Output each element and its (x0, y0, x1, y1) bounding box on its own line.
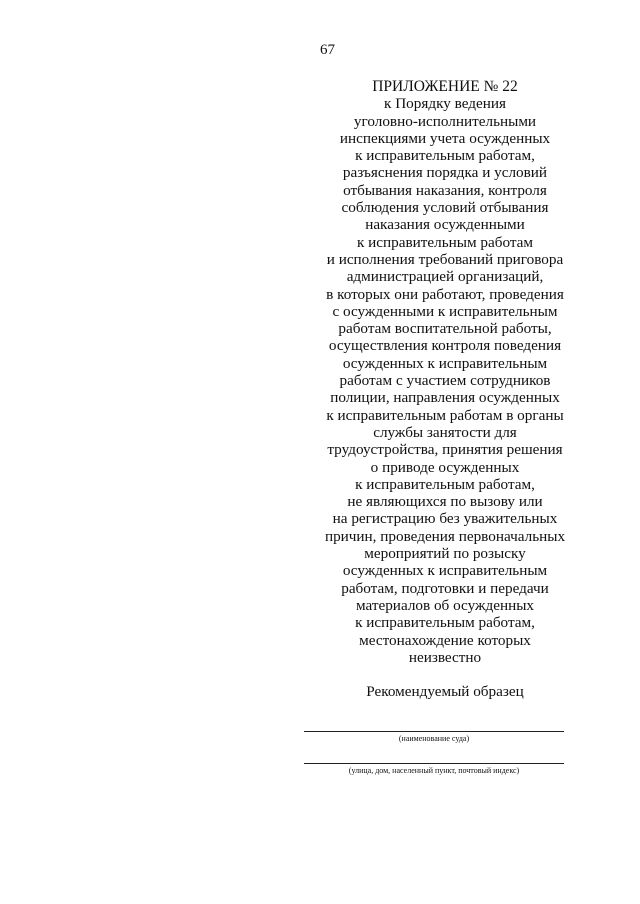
appendix-line: к исправительным работам, (355, 614, 535, 632)
appendix-line: трудоустройства, принятия решения (327, 441, 563, 459)
appendix-line: наказания осужденными (365, 216, 525, 234)
appendix-line: не являющихся по вызову или (347, 493, 543, 511)
appendix-line: службы занятости для (373, 423, 517, 441)
appendix-line: неизвестно (408, 648, 482, 666)
appendix-line: и исполнения требований приговора (326, 250, 564, 268)
appendix-line: к исправительным работам в органы (326, 406, 564, 424)
appendix-line: мероприятий по розыску (364, 545, 526, 563)
court-name-field (304, 731, 564, 743)
appendix-line: о приводе осужденных (370, 458, 520, 476)
appendix-line: в которых они работают, проведения (326, 285, 564, 303)
appendix-line: материалов об осужденных (355, 596, 534, 614)
appendix-line: к исправительным работам, (355, 147, 535, 165)
court-address-field (304, 763, 564, 775)
appendix-line: разъяснения порядка и условий (342, 164, 548, 182)
court-name-line (304, 731, 564, 732)
appendix-line: осужденных к исправительным (342, 354, 548, 372)
appendix-line: к Порядку ведения (384, 95, 506, 113)
appendix-line: уголовно-исполнительными (353, 112, 537, 130)
appendix-line: работам с участием сотрудников (339, 372, 551, 390)
court-name-caption: (наименование суда) (398, 734, 470, 743)
appendix-line: осужденных к исправительным (342, 562, 548, 580)
appendix-line: к исправительным работам, (355, 475, 535, 493)
appendix-line: местонахождение которых (359, 631, 531, 649)
appendix-line: на регистрацию без уважительных (332, 510, 558, 528)
court-address-caption: (улица, дом, населенный пункт, почтовый индекс) (348, 766, 520, 775)
appendix-line: полиции, направления осужденных (330, 389, 560, 407)
appendix-line: к исправительным работам (356, 233, 534, 251)
court-address-line (304, 763, 564, 764)
appendix-line: с осужденными к исправительным (332, 302, 558, 320)
appendix-line: инспекциями учета осужденных (339, 129, 551, 147)
appendix-line: причин, проведения первоначальных (324, 527, 566, 545)
appendix-line: администрацией организаций, (346, 268, 544, 286)
appendix-line: осуществления контроля поведения (328, 337, 562, 355)
page-number: 67 (320, 42, 335, 58)
appendix-line: соблюдения условий отбывания (341, 199, 549, 217)
sample-label: Рекомендуемый образец (366, 683, 524, 700)
appendix-header (300, 78, 590, 666)
appendix-title: ПРИЛОЖЕНИЕ № 22 (372, 78, 518, 95)
appendix-line: работам, подготовки и передачи (341, 579, 549, 597)
appendix-body (300, 95, 590, 666)
appendix-line: работам воспитательной работы, (338, 320, 552, 338)
appendix-line: отбывания наказания, контроля (343, 181, 547, 199)
